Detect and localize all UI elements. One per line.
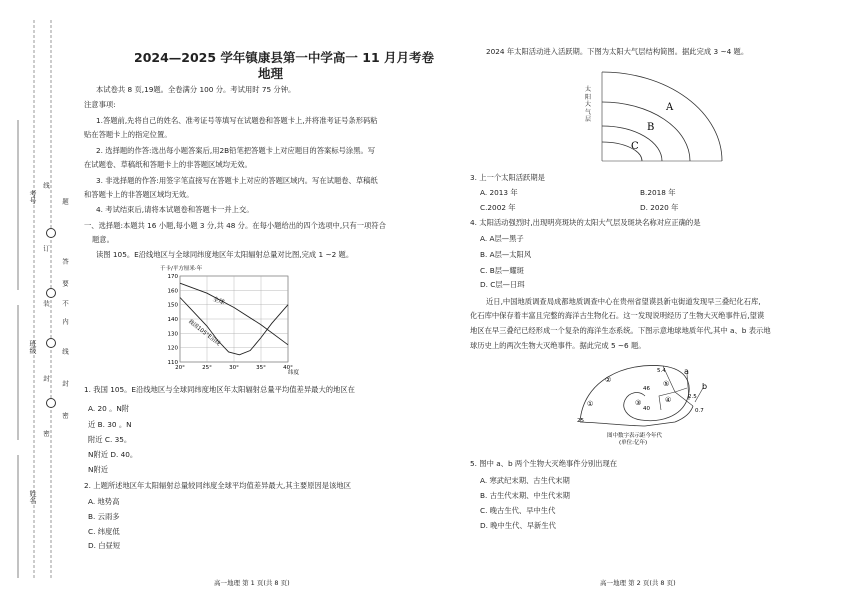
seal-char: 订 — [42, 245, 50, 252]
note-line: 和答题卡上的非答题区域均无效。 — [84, 190, 194, 199]
seal-char: 装 — [42, 300, 50, 307]
geologic-time-diagram — [575, 360, 725, 445]
note-line: 贴在答题卡上的指定位置。 — [84, 130, 172, 139]
binding-hole — [46, 288, 56, 298]
chart-y-tick: 170 — [167, 274, 178, 280]
diagram-caption: 图中数字表示距今年代 — [607, 433, 663, 439]
exam-title: 2024—2025 学年镇康县第一中学高一 11 月月考卷 — [134, 50, 435, 65]
name-label: 姓名 — [29, 490, 37, 504]
zone-label: ① — [587, 400, 594, 408]
class-label: 班级 — [29, 340, 37, 354]
notes-heading: 注意事项: — [84, 100, 116, 109]
note-line: 在试题卷、草稿纸和答题卡上的非答题区域均无效。 — [84, 160, 252, 169]
note-line: 3. 非选择题的作答:用签字笔直接写在答题卡上对应的答题区域内。写在试题卷、草稿纸 — [96, 176, 378, 185]
q3-option: A. 2013 年 — [480, 188, 518, 197]
time-number: 2.5 — [688, 394, 697, 400]
q5-option: D. 晚中生代、早新生代 — [480, 521, 556, 530]
exam-subject: 地理 — [258, 66, 284, 81]
chart-x-tick: 30° — [229, 365, 239, 371]
series-label-china: 我国105°E沿线 — [186, 318, 222, 348]
seal-char: 线 — [42, 182, 50, 189]
q4-option: B. A层—太阳风 — [480, 250, 532, 259]
passage-line: 化石库中保存着丰富且完整的海洋古生物化石。这一发现说明经历了生物大灭绝事件后,望谟 — [470, 311, 765, 320]
exam-no-label: 考号 — [29, 190, 37, 204]
question-3: 3. 上一个太阳活跃期是 — [470, 173, 545, 182]
time-number: 25 — [577, 418, 584, 424]
passage-line: 近日,中国地质调查局成都地质调查中心在贵州省望谟县新屯街道发现早三叠纪化石库, — [486, 297, 761, 306]
series-label-global: 全球 — [211, 295, 226, 307]
section-heading-cont: 题意。 — [92, 235, 114, 244]
chart-x-tick: 40° — [283, 365, 293, 371]
layer-a-label: A — [666, 102, 674, 113]
time-number: 5.4 — [657, 368, 666, 374]
seal-char: 不 — [61, 300, 69, 307]
seal-char: 密 — [61, 412, 69, 419]
chart-y-tick: 120 — [167, 345, 178, 352]
seal-char: 线 — [61, 348, 69, 355]
event-label-a: a — [684, 367, 689, 376]
q3-option: C.2002 年 — [480, 203, 516, 212]
passage-line: 地区在早三叠纪已经形成一个复杂的海洋生态系统。下图示意地球地质年代,其中 a、b 表示地 — [470, 326, 771, 335]
q3-option: D. 2020 年 — [640, 203, 679, 212]
chart-ylabel: 千卡/平方厘米·年 — [160, 266, 203, 272]
seal-char: 封 — [42, 375, 50, 382]
chart-y-tick: 140 — [167, 317, 178, 323]
question-lead: 读图 105。E沿线地区与全球同纬度地区年太阳辐射总量对比图,完成 1 ~2 题。 — [96, 250, 354, 259]
binding-hole — [46, 398, 56, 408]
q4-option: C. B层—耀斑 — [480, 266, 524, 275]
q3-option: B.2018 年 — [640, 188, 676, 197]
binding-hole — [46, 338, 56, 348]
time-number: 46 — [643, 386, 650, 392]
chart-x-tick: 25° — [202, 365, 212, 371]
q2-option: C. 纬度低 — [88, 527, 120, 536]
page-footer: 高一地理 第 1 页(共 8 页) — [214, 579, 290, 587]
question-4: 4. 太阳活动强烈时,出现明亮斑块的太阳大气层及斑块名称对应正确的是 — [470, 218, 701, 227]
q1-option: 附近 C. 35。 — [88, 435, 132, 444]
event-label-b: b — [702, 382, 708, 391]
q5-option: B. 古生代末期、中生代末期 — [480, 491, 570, 500]
question-5: 5. 图中 a、b 两个生物大灭绝事件分别出现在 — [470, 459, 618, 468]
q2-option: A. 地势高 — [88, 497, 120, 506]
chart-xlabel: 纬度 — [288, 370, 300, 376]
zone-label: ③ — [635, 399, 642, 407]
q1-option: A. 20 。N附 — [88, 404, 130, 413]
chart-x-tick: 20° — [175, 365, 185, 371]
seal-char: 答 — [61, 258, 69, 265]
layer-c-label: C — [631, 141, 639, 152]
passage-line: 球历史上的两次生物大灭绝事件。据此完成 5 ~6 题。 — [470, 341, 646, 350]
binding-hole — [46, 228, 56, 238]
chart-x-tick: 35° — [256, 365, 266, 371]
note-line: 1.答题前,先将自己的姓名、准考证号等填写在试题卷和答题卡上,并将准考证号条形码粘 — [96, 116, 378, 125]
binding-margin — [0, 0, 69, 596]
seal-char: 内 — [61, 318, 69, 325]
q5-option: C. 晚古生代、早中生代 — [480, 506, 556, 515]
q1-option: N附近 — [88, 465, 109, 474]
time-number: 40 — [643, 406, 650, 412]
time-number: 0.7 — [695, 408, 704, 414]
diagram-unit: (单位:亿年) — [619, 440, 648, 445]
q4-option: D. C层—日珥 — [480, 280, 525, 289]
solar-radiation-chart — [158, 262, 310, 377]
seal-char: 要 — [61, 280, 69, 287]
intro-text: 本试卷共 8 页,19题。全卷满分 100 分。考试用时 75 分钟。 — [96, 85, 296, 94]
q2-option: D. 白昼短 — [88, 541, 121, 550]
question-1: 1. 我国 105。E沿线地区与全球同纬度地区年太阳辐射总量平均值差异最大的地区在 — [84, 385, 355, 394]
zone-label: ② — [605, 376, 612, 384]
sun-atmosphere-diagram — [580, 64, 725, 164]
section-heading: 一、选择题:本题共 16 小题,每小题 3 分,共 48 分。在每小题给出的四个选项中,只有一项符合 — [84, 221, 386, 230]
page-footer: 高一地理 第 2 页(共 8 页) — [600, 579, 676, 587]
binding-lines — [0, 0, 58, 596]
chart-y-tick: 110 — [167, 360, 178, 366]
q2-option: B. 云雨多 — [88, 512, 120, 521]
note-line: 4. 考试结束后,请将本试题卷和答题卡一并上交。 — [96, 205, 254, 214]
zone-label: ⑤ — [663, 380, 670, 388]
chart-y-tick: 160 — [167, 288, 178, 295]
layer-b-label: B — [647, 122, 655, 133]
chart-y-tick: 150 — [167, 302, 178, 309]
q1-option: 近 B. 30 。N — [88, 420, 132, 429]
zone-label: ④ — [665, 396, 672, 404]
seal-char: 题 — [61, 198, 69, 205]
note-line: 2. 选择题的作答:选出每小题答案后,用2B铅笔把答题卡上对应题目的答案标号涂黑。写 — [96, 146, 376, 155]
q3-lead: 2024 年太阳活动进入活跃期。下图为太阳大气层结构简图。据此完成 3 ~4 题。 — [486, 47, 749, 56]
q4-option: A. A层—黑子 — [480, 234, 524, 243]
sun-axis-label: 太阳大气层 — [585, 86, 592, 123]
question-2: 2. 上题所述地区年太阳辐射总量较同纬度全球平均值差异最大,其主要原因是该地区 — [84, 481, 351, 490]
q1-option: N附近 D. 40。 — [88, 450, 138, 459]
seal-char: 封 — [61, 380, 69, 387]
chart-y-tick: 130 — [167, 331, 178, 338]
q5-option: A. 寒武纪末期、古生代末期 — [480, 476, 570, 485]
seal-char: 密 — [42, 430, 50, 437]
